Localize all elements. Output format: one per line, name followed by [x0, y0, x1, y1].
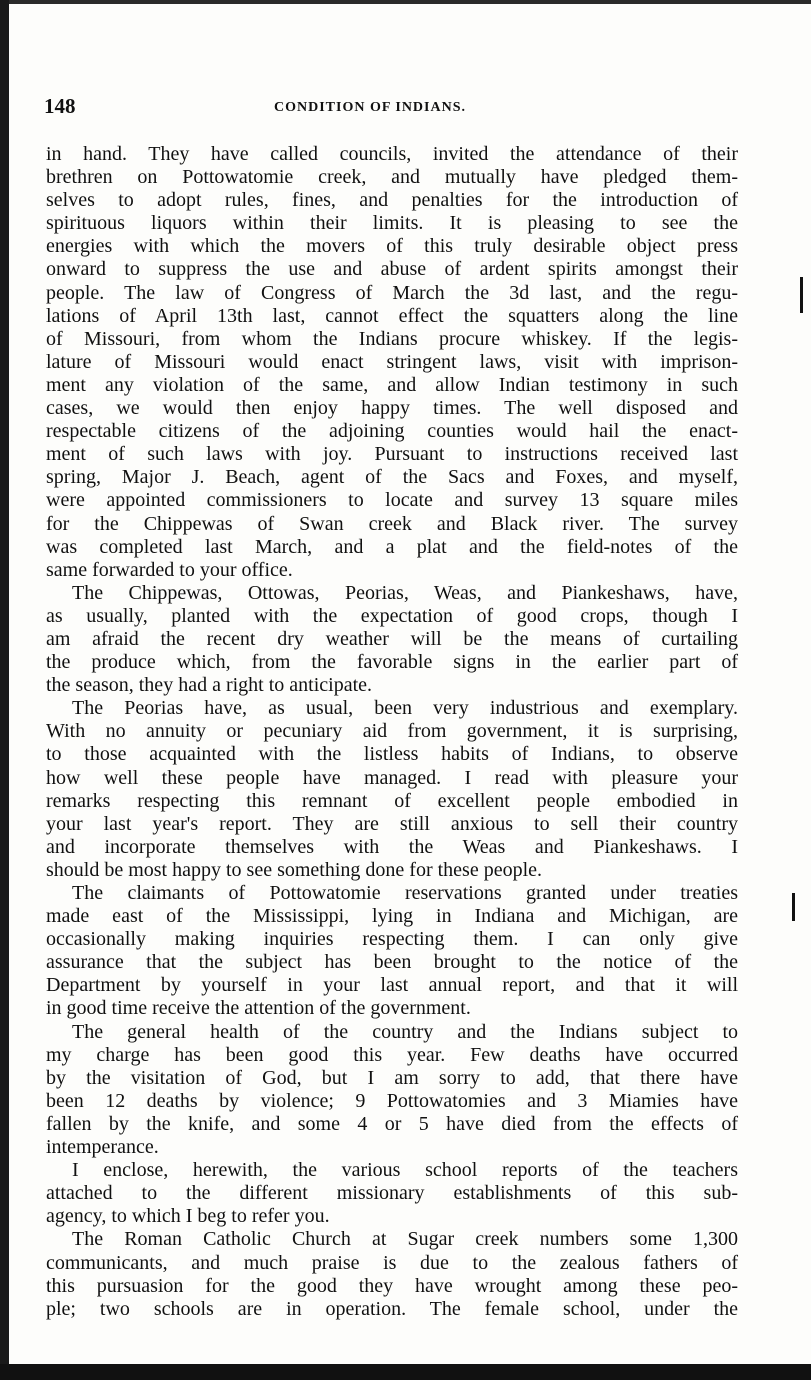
text-line: in good time receive the attention of the government. — [46, 997, 471, 1020]
text-line: in hand. They have called councils, invited the attendance of their — [46, 143, 738, 165]
text-line: people. The law of Congress of March the 3d last, and the regu- — [46, 281, 738, 304]
text-line: my charge has been good this year. Few deaths have occurred — [46, 1043, 738, 1066]
body-text — [46, 143, 738, 1321]
text-line: onward to suppress the use and abuse of ardent spirits amongst their — [46, 258, 738, 281]
text-line: cases, we would then enjoy happy times. The well disposed and — [46, 397, 738, 420]
text-line: spring, Major J. Beach, agent of the Sacs and Foxes, and myself, — [46, 466, 738, 489]
text-line: made east of the Mississippi, lying in Indiana and Michigan, are — [46, 905, 738, 928]
text-line: attached to the different missionary establishments of this sub- — [46, 1182, 738, 1205]
text-line: am afraid the recent dry weather will be the means of curtailing — [46, 627, 738, 650]
margin-mark — [800, 277, 803, 313]
text-line: the produce which, from the favorable signs in the earlier part of — [46, 651, 738, 674]
text-line: the season, they had a right to anticipate. — [46, 674, 373, 697]
text-line: Department by yourself in your last annual report, and that it will — [46, 974, 738, 997]
paragraph-first-line: The Peorias have, as usual, been very industrious and exemplary. — [72, 697, 738, 720]
text-line: agency, to which I beg to refer you. — [46, 1205, 330, 1228]
text-line: brethren on Pottowatomie creek, and mutually have pledged them- — [46, 166, 738, 189]
text-line: this pursuasion for the good they have wrought among these peo- — [46, 1274, 738, 1297]
text-line: assurance that the subject has been brought to the notice of the — [46, 951, 738, 974]
text-line: spirituous liquors within their limits. It is pleasing to see the — [46, 212, 738, 235]
text-line: were appointed commissioners to locate and survey 13 square miles — [46, 489, 738, 512]
text-line: energies with which the movers of this truly desirable object press — [46, 235, 738, 258]
text-line: With no annuity or pecuniary aid from government, it is surprising, — [46, 720, 738, 743]
text-line: communicants, and much praise is due to the zealous fathers of — [46, 1251, 738, 1274]
page-number: 148 — [44, 94, 76, 118]
text-line: should be most happy to see something done for these people. — [46, 858, 543, 881]
text-line: selves to adopt rules, fines, and penalties for the introduction of — [46, 189, 738, 212]
text-line: was completed last March, and a plat and the field-notes of the — [46, 535, 738, 558]
page-bottom-edge — [0, 1364, 811, 1380]
text-line: lature of Missouri would enact stringent laws, visit with imprison- — [46, 350, 738, 373]
text-line: as usually, planted with the expectation of good crops, though I — [46, 604, 738, 627]
text-line: remarks respecting this remnant of excellent people embodied in — [46, 789, 738, 812]
text-line: of Missouri, from whom the Indians procure whiskey. If the legis- — [46, 327, 738, 350]
text-line: how well these people have managed. I read with pleasure your — [46, 766, 738, 789]
text-line: ple; two schools are in operation. The female school, under the — [46, 1297, 738, 1320]
page-top-edge — [0, 0, 811, 4]
text-line: been 12 deaths by violence; 9 Pottowatomies and 3 Miamies have — [46, 1089, 738, 1112]
text-line: your last year's report. They are still anxious to sell their country — [46, 812, 738, 835]
text-line: lations of April 13th last, cannot effect the squatters along the line — [46, 304, 738, 327]
text-line: same forwarded to your office. — [46, 558, 293, 581]
paragraph-first-line: The Chippewas, Ottowas, Peorias, Weas, and Piankeshaws, have, — [72, 581, 738, 604]
text-line: ment any violation of the same, and allow Indian testimony in such — [46, 373, 738, 396]
text-line: for the Chippewas of Swan creek and Black river. The survey — [46, 512, 738, 535]
text-line: respectable citizens of the adjoining counties would hail the enact- — [46, 420, 738, 443]
paragraph-first-line: I enclose, herewith, the various school reports of the teachers — [72, 1159, 738, 1182]
page-binding-edge — [0, 0, 9, 1380]
margin-mark — [792, 893, 795, 921]
paragraph-first-line: The Roman Catholic Church at Sugar creek numbers some 1,300 — [72, 1228, 738, 1251]
text-line: to those acquainted with the listless habits of Indians, to observe — [46, 743, 738, 766]
paragraph-first-line: The claimants of Pottowatomie reservations granted under treaties — [72, 882, 738, 904]
running-head: CONDITION OF INDIANS. — [274, 100, 467, 115]
text-line: occasionally making inquiries respecting them. I can only give — [46, 928, 738, 951]
text-line: fallen by the knife, and some 4 or 5 have died from the effects of — [46, 1112, 738, 1135]
text-line: ment of such laws with joy. Pursuant to instructions received last — [46, 443, 738, 466]
paragraph-first-line: The general health of the country and the Indians subject to — [72, 1020, 738, 1043]
text-line: by the visitation of God, but I am sorry to add, that there have — [46, 1066, 738, 1089]
page-header — [44, 94, 744, 124]
text-line: intemperance. — [46, 1136, 159, 1159]
text-line: and incorporate themselves with the Weas and Piankeshaws. I — [46, 835, 738, 858]
